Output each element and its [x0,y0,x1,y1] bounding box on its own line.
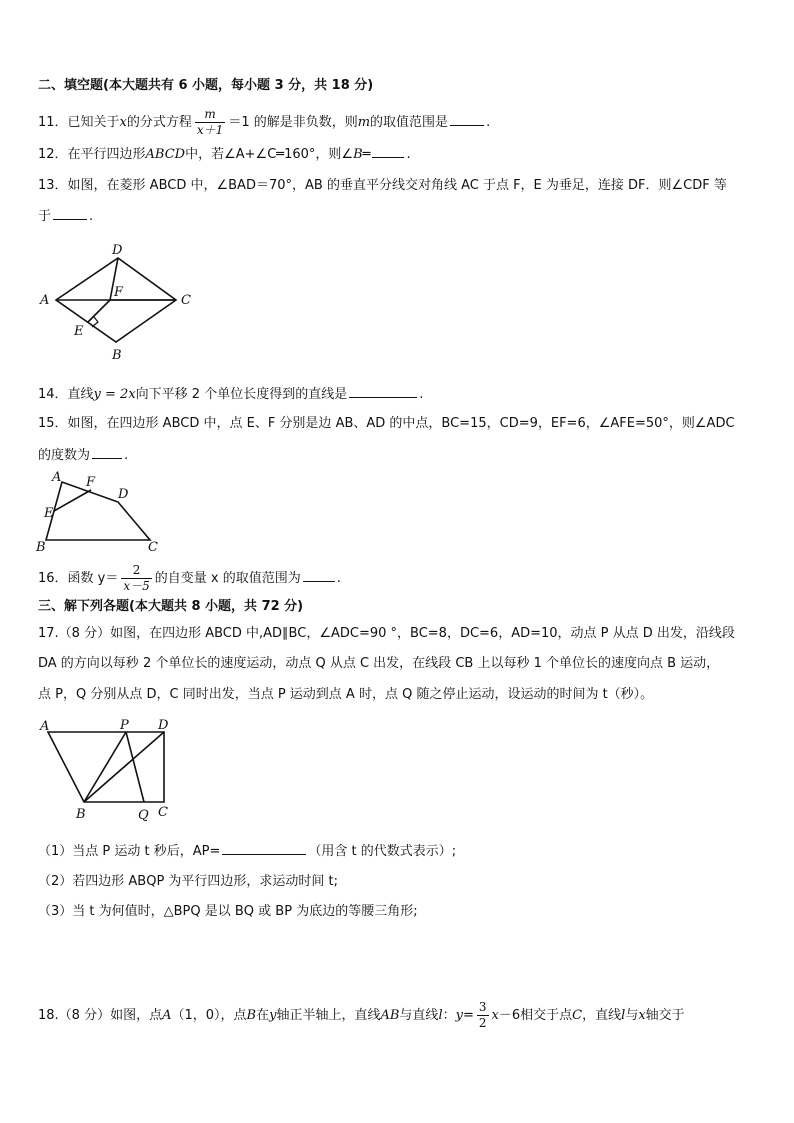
q11-end: . [486,115,491,130]
question-14 [38,385,423,404]
q18-colon: ： [442,1008,456,1023]
label-e: E [44,506,54,521]
segment-bd [84,732,164,802]
q17-sub1-prefix: （1）当点 P 运动 t 秒后，AP= [38,844,221,859]
right-angle-mark [92,317,98,327]
question-13-line1: 13．如图，在菱形 ABCD 中，∠BAD＝70°，AB 的垂直平分线交对角线 AC 于点 F，E 为垂足，连接 DF．则∠CDF 等 [38,178,727,193]
q15-line2-prefix: 的度数为 [38,448,91,463]
q11-denominator: x＋1 [196,123,224,137]
q16-fraction [121,563,151,594]
question-15-line2 [38,446,128,465]
question-17-line3: 点 P，Q 分别从点 D，C 同时出发，当点 P 运动到点 A 时，点 Q 随之停止运动，设运动的时间为 t（秒）。 [38,687,654,702]
q11-numerator: m [195,107,225,123]
question-13-line2 [38,207,93,226]
q18-line-l: l [438,1008,443,1023]
q18-fraction [477,1000,489,1031]
q18-mid7: 轴交于 [645,1008,685,1023]
label-c: C [181,293,191,308]
label-c: C [158,805,168,820]
quadrilateral-abcd [46,482,150,540]
q11-mid: 的分式方程 [126,115,192,130]
question-17-line2: DA 的方向以每秒 2 个单位长的速度运动，动点 Q 从点 C 出发，在线段 CB 上以每秒 1 个单位长的速度向点 B 运动， [38,656,720,671]
q18-y-axis: y [269,1008,277,1023]
label-q: Q [138,808,149,823]
q11-eq: ＝1 的解是非负数，则 [228,115,358,130]
q17-trapezoid-figure [36,716,186,826]
q12-mid: 中，若∠A+∠C═160°，则∠ [185,147,354,162]
q18-eq: = [462,1008,474,1023]
question-17-sub1 [38,842,456,861]
q18-line-l-2: l [621,1008,626,1023]
q13-answer-blank[interactable] [53,207,87,220]
question-17-sub3: （3）当 t 为何值时，△BPQ 是以 BQ 或 BP 为底边的等腰三角形; [38,904,418,919]
label-a: A [52,470,62,485]
q18-mid4: 相交于点 [520,1008,573,1023]
q13-line2-prefix: 于 [38,209,52,224]
question-18 [38,1000,685,1031]
segment-pq [126,732,144,802]
q14-end: . [419,387,424,402]
q17-sub1-suffix: （用含 t 的代数式表示）; [308,844,457,859]
q18-y-var: y [455,1008,463,1023]
section-2-heading: 二、填空题(本大题共有 6 小题，每小题 3 分，共 18 分) [38,78,374,93]
label-d: D [158,718,169,733]
question-17-line1: 17.（8 分）如图，在四边形 ABCD 中,AD∥BC，∠ADC=90 °，BC=8，DC=6，AD=10，动点 P 从点 D 出发，沿线段 [38,626,735,641]
question-17-sub2: （2）若四边形 ABQP 为平行四边形，求运动时间 t; [38,874,339,889]
question-11 [38,107,490,138]
q11-fraction [195,107,225,138]
q14-mid: 向下平移 2 个单位长度得到的直线是 [135,387,348,402]
q18-line-ab: AB [380,1008,400,1023]
q18-mid5: ，直线 [582,1008,622,1023]
segment-pb [84,732,126,802]
q18-mid1: 在 [256,1008,270,1023]
q13-end: . [89,209,94,224]
question-12 [38,145,411,164]
section-3-heading: 三、解下列各题(本大题共 8 小题，共 72 分) [38,599,304,614]
q18-mid3: 与直线 [399,1008,439,1023]
label-f: F [86,475,96,490]
q12-shape: ABCD [145,147,186,162]
label-a: A [40,293,50,308]
q12-answer-blank[interactable] [372,145,404,158]
q18-x-axis: x [638,1008,646,1023]
q18-point-b: B [246,1008,257,1023]
question-15-line1: 15．如图，在四边形 ABCD 中，点 E、F 分别是边 AB、AD 的中点，BC=15，CD=9，EF=6，∠AFE=50°，则∠ADC [38,416,735,431]
q12-eq: ═ [362,147,371,162]
q14-expression: y = 2x [93,387,136,402]
q11-prefix: 11．已知关于 [38,115,120,130]
q12-end: . [406,147,411,162]
q14-answer-blank[interactable] [349,385,417,398]
q18-denominator: 2 [478,1016,487,1030]
q18-coord: （1，0），点 [171,1008,247,1023]
q16-end: . [336,571,341,586]
q11-answer-blank[interactable] [450,113,484,126]
label-p: P [120,718,129,733]
q18-point-a: A [162,1008,172,1023]
label-d: D [112,243,123,258]
trapezoid-abcd [48,732,164,802]
label-e: E [74,324,84,339]
q16-numerator: 2 [121,563,151,579]
q16-mid: 的自变量 x 的取值范围为 [154,571,301,586]
q12-prefix: 12．在平行四边形 [38,147,146,162]
question-16 [38,563,341,594]
label-b: B [76,807,86,822]
q18-numerator: 3 [478,1000,487,1014]
label-f: F [114,285,124,300]
q16-denominator: x－5 [123,579,150,593]
label-d: D [118,487,129,502]
q11-var-m: m [357,115,371,130]
q18-point-c: C [572,1008,583,1023]
q16-answer-blank[interactable] [303,569,335,582]
q16-prefix: 16．函数 y＝ [38,571,119,586]
perpendicular-ef [88,300,110,322]
label-b: B [36,540,46,555]
q13-rhombus-figure [36,240,206,365]
q18-minus: －6 [498,1008,521,1023]
label-a: A [40,719,50,734]
q14-prefix: 14．直线 [38,387,94,402]
q11-var-x: x [119,115,127,130]
label-b: B [112,348,122,363]
q15-end: . [124,448,129,463]
q18-x-var: x [491,1008,499,1023]
q15-quadrilateral-figure [34,470,174,555]
q15-answer-blank[interactable] [92,446,122,459]
q18-mid2: 轴正半轴上，直线 [276,1008,381,1023]
q17-sub1-answer-blank[interactable] [222,842,306,855]
q11-suffix: 的取值范围是 [370,115,449,130]
q12-var-b: B [353,147,363,162]
q18-prefix: 18.（8 分）如图，点 [38,1008,163,1023]
label-c: C [148,540,158,555]
q18-mid6: 与 [625,1008,639,1023]
